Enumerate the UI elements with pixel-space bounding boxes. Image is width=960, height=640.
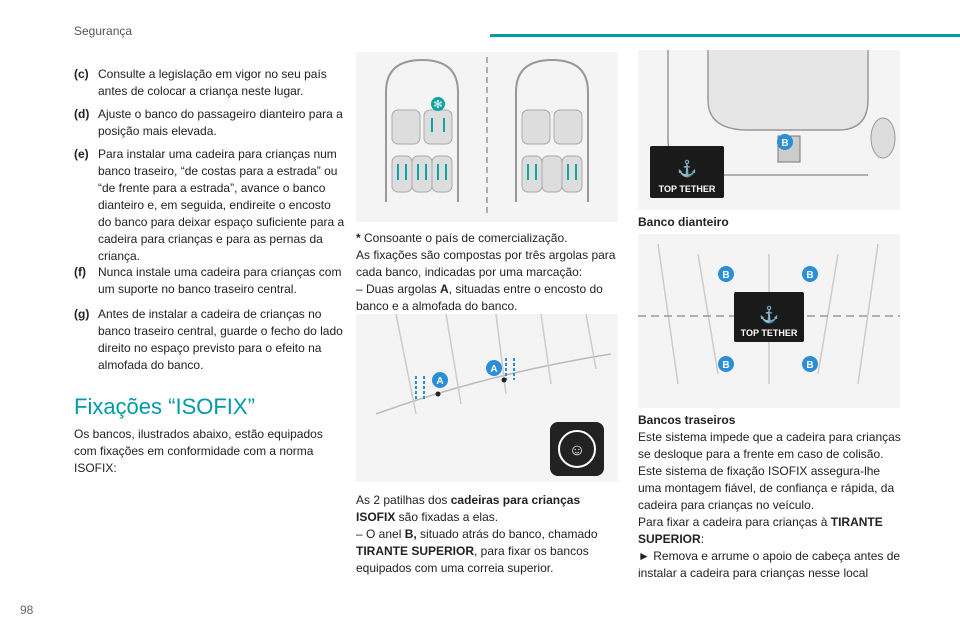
list-item [74, 66, 346, 100]
marker-b-label: B [806, 360, 814, 371]
front-seat-figure [638, 50, 900, 210]
item-text: Para instalar uma cadeira para crianças num banco traseiro, “de costas para a estrada” ou “de frente para a estrada”, avance o banco dianteiro e, em seguida, endireite o encosto do banco para deixar espaço suficiente para a cadeira para crianças e para as pernas da criança. [98, 147, 345, 263]
seat-anchor-figure [356, 314, 618, 482]
section-heading: Fixações “ISOFIX” [74, 394, 255, 419]
paragraph: As 2 patilhas dos cadeiras para crianças ISOFIX são fixadas a elas. [356, 493, 581, 524]
paragraph: Este sistema impede que a cadeira para crianças se desloque para a frente em caso de colisão. [638, 430, 901, 461]
paragraph: Este sistema de fixação ISOFIX assegura-lhe uma montagem fiável, de confiança e rápida, da cadeira para crianças no veículo. [638, 464, 895, 512]
rear-seats-caption: Bancos traseiros [638, 413, 736, 427]
asterisk-note-text: Consoante o país de comercialização. [360, 231, 568, 245]
middle-text-block [356, 230, 620, 315]
list-item [74, 106, 346, 140]
page-number: 98 [20, 603, 34, 617]
list-item [74, 146, 346, 265]
intro-paragraph: Os bancos, ilustrados abaixo, estão equipados com fixações em conformidade com a norma ISOFIX: [74, 427, 323, 475]
list-item [74, 264, 346, 298]
header-accent-bar [490, 34, 960, 37]
paragraph: – O anel B, situado atrás do banco, chamado TIRANTE SUPERIOR, para fixar os bancos equipados com uma correia superior. [356, 527, 598, 575]
item-label: (c) [74, 67, 89, 81]
item-label: (d) [74, 107, 90, 121]
top-tether-label: TOP TETHER [658, 184, 716, 194]
front-seat-illustration [638, 50, 900, 210]
item-text: Antes de instalar a cadeira de crianças no banco traseiro central, guarde o fecho do lado direito no espaço previsto para o efeito na almofada do banco. [98, 307, 343, 372]
marker-a-label: A [436, 376, 444, 387]
right-text-block [638, 412, 902, 582]
item-label: (f) [74, 265, 86, 279]
seat-anchor-illustration [356, 314, 618, 482]
asterisk-marker-label: ✻ [433, 99, 443, 111]
paragraph: ► Remova e arrume o apoio de cabeça antes de instalar a cadeira para crianças nesse local [638, 549, 901, 580]
top-tether-label: TOP TETHER [740, 328, 798, 338]
front-seat-caption: Banco dianteiro [638, 215, 729, 229]
item-label: (g) [74, 307, 90, 321]
asterisk-note [356, 230, 620, 247]
item-text: Ajuste o banco do passageiro dianteiro para a posição mais elevada. [98, 107, 343, 138]
middle-bottom-text [356, 492, 620, 577]
paragraph: As fixações são compostas por três argolas para cada banco, indicadas por uma marcação: [356, 248, 616, 279]
marker-b-label: B [781, 138, 789, 149]
arrow-icon: ► [638, 549, 650, 563]
rear-seats-illustration [638, 234, 900, 408]
marker-b-label: B [722, 360, 730, 371]
paragraph: – Duas argolas A, situadas entre o encosto do banco e a almofada do banco. [356, 282, 603, 313]
marker-a-label: A [490, 364, 498, 375]
car-seats-illustration [356, 52, 618, 222]
item-label: (e) [74, 147, 89, 161]
svg-text:⚓: ⚓ [759, 307, 779, 324]
item-text: Consulte a legislação em vigor no seu país antes de colocar a criança neste lugar. [98, 67, 327, 98]
svg-text:☺: ☺ [568, 442, 586, 459]
list-item [74, 306, 346, 374]
car-seats-figure [356, 52, 618, 222]
svg-text:⚓: ⚓ [677, 161, 697, 178]
paragraph: Para fixar a cadeira para crianças à TIRANTE SUPERIOR: [638, 515, 883, 546]
marker-b-label: B [806, 270, 814, 281]
rear-seats-figure [638, 234, 900, 408]
item-text: Nunca instale uma cadeira para crianças com um suporte no banco traseiro central. [98, 265, 342, 296]
section-header: Segurança [74, 24, 133, 38]
marker-b-label: B [722, 270, 730, 281]
asterisk: * [356, 231, 361, 245]
